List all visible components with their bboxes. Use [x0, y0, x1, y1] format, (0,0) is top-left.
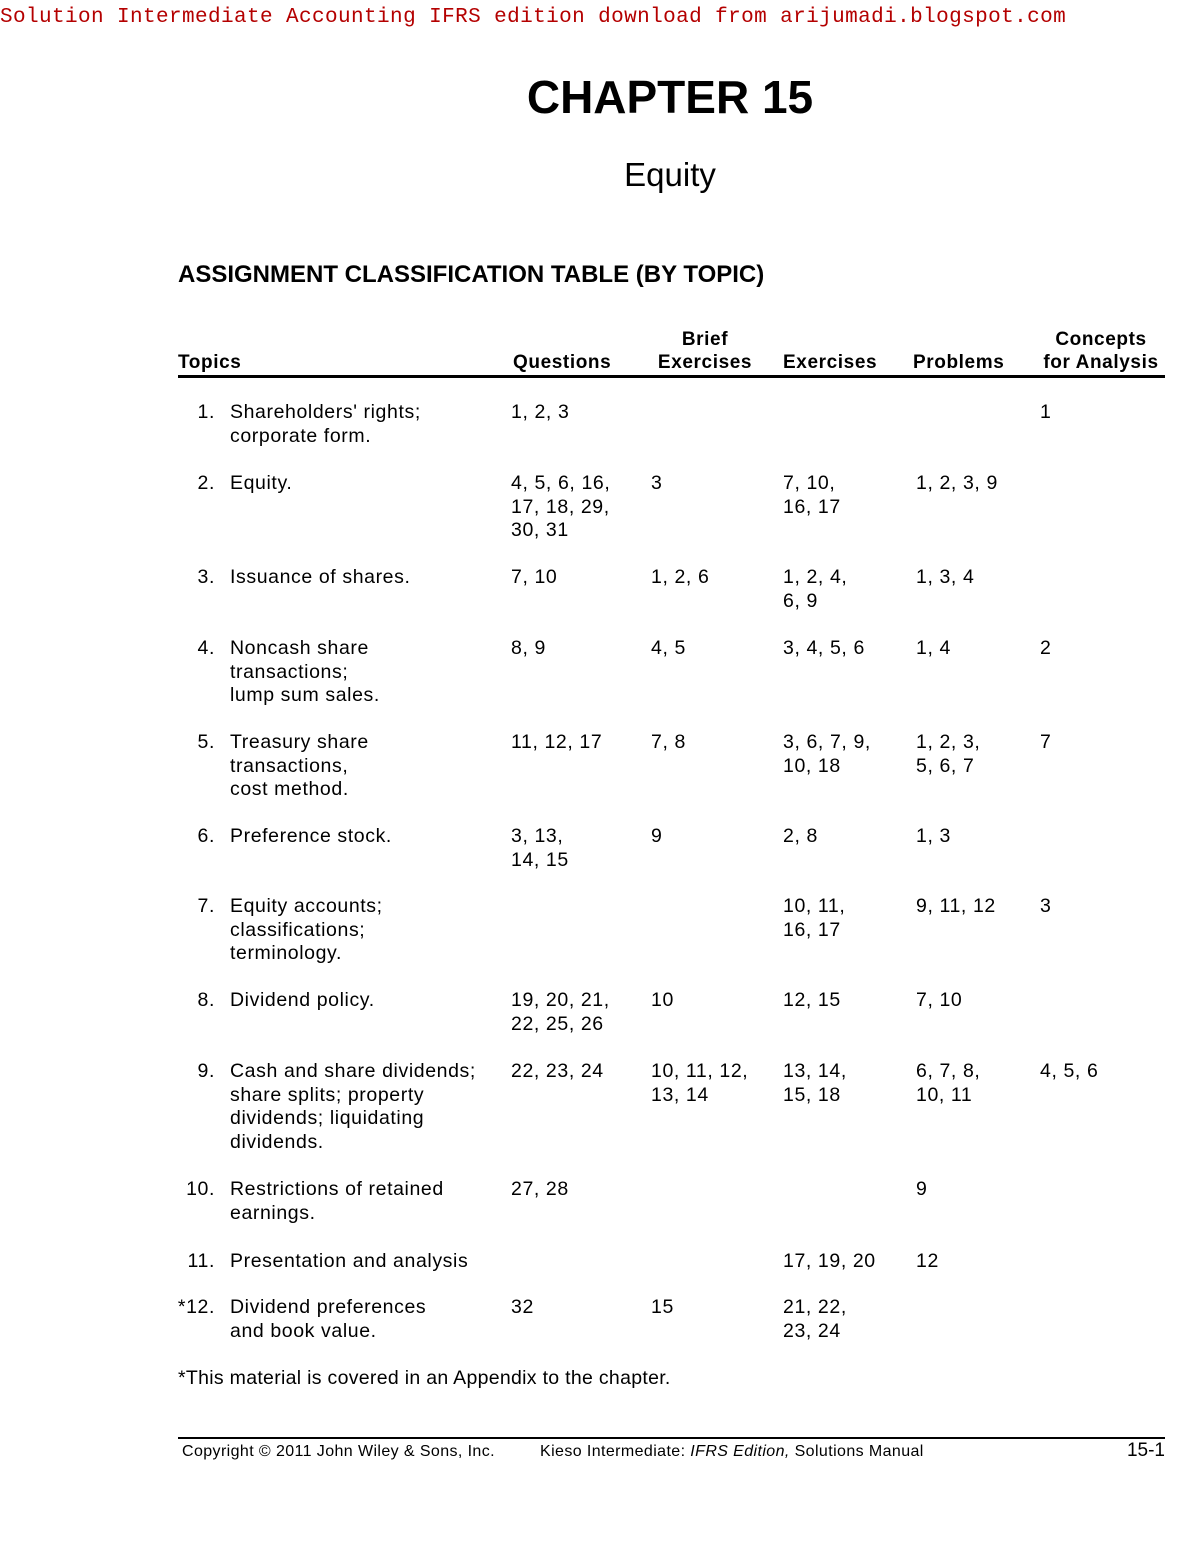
watermark-text: Solution Intermediate Accounting IFRS edition download from arijumadi.blogspot.com	[0, 6, 1067, 29]
cell-questions: 1, 2, 3	[511, 401, 570, 423]
cell-topic: Presentation and analysis	[230, 1250, 469, 1272]
row-number: 3.	[197, 566, 215, 588]
cell-problems: 6, 7, 8, 10, 11	[916, 1060, 981, 1106]
row-number: 2.	[197, 472, 215, 494]
cell-brief-exercises: 15	[651, 1296, 674, 1318]
footer-manual-title	[540, 1443, 924, 1461]
cell-exercises: 7, 10, 16, 17	[783, 472, 841, 518]
page-number: 15-1	[1126, 1440, 1165, 1461]
cell-questions: 7, 10	[511, 566, 558, 588]
row-number: *12.	[177, 1296, 215, 1318]
cell-exercises: 2, 8	[783, 825, 818, 847]
cell-questions: 11, 12, 17	[511, 731, 603, 753]
cell-exercises: 13, 14, 15, 18	[783, 1060, 847, 1106]
cell-questions: 4, 5, 6, 16, 17, 18, 29, 30, 31	[511, 472, 611, 541]
cell-topic: Restrictions of retained earnings.	[230, 1178, 444, 1224]
cell-problems: 9	[916, 1178, 928, 1200]
cell-concepts: 4, 5, 6	[1040, 1060, 1099, 1082]
cell-problems: 1, 3, 4	[916, 566, 975, 588]
footer-copyright: Copyright © 2011 John Wiley & Sons, Inc.	[182, 1443, 495, 1460]
row-number: 8.	[197, 989, 215, 1011]
header-underline	[178, 375, 1165, 378]
row-number: 11.	[187, 1250, 215, 1272]
chapter-subtitle: Equity	[624, 156, 716, 193]
header-brief-exercises: Brief Exercises	[657, 329, 753, 373]
cell-exercises: 12, 15	[783, 989, 841, 1011]
cell-questions: 22, 23, 24	[511, 1060, 604, 1082]
header-exercises: Exercises	[783, 352, 878, 373]
footer-rule	[178, 1437, 1165, 1439]
cell-brief-exercises: 3	[651, 472, 663, 494]
cell-questions: 27, 28	[511, 1178, 569, 1200]
cell-topic: Issuance of shares.	[230, 566, 411, 588]
cell-problems: 1, 2, 3, 9	[916, 472, 998, 494]
cell-topic: Treasury share transactions, cost method.	[230, 731, 369, 800]
cell-questions: 32	[511, 1296, 534, 1318]
cell-exercises: 17, 19, 20	[783, 1250, 876, 1272]
row-number: 5.	[197, 731, 215, 753]
header-questions: Questions	[513, 352, 612, 373]
cell-exercises: 1, 2, 4, 6, 9	[783, 566, 848, 612]
header-topics: Topics	[178, 352, 242, 373]
cell-questions: 8, 9	[511, 637, 546, 659]
cell-exercises: 10, 11, 16, 17	[783, 895, 846, 941]
cell-topic: Shareholders' rights; corporate form.	[230, 401, 421, 447]
cell-concepts: 1	[1040, 401, 1052, 423]
cell-exercises: 21, 22, 23, 24	[783, 1296, 847, 1342]
cell-topic: Cash and share dividends; share splits; property dividends; liquidating dividends.	[230, 1060, 476, 1153]
cell-problems: 1, 4	[916, 637, 951, 659]
cell-problems: 9, 11, 12	[916, 895, 996, 917]
cell-topic: Equity accounts; classifications; terminology.	[230, 895, 383, 964]
cell-exercises: 3, 4, 5, 6	[783, 637, 865, 659]
cell-brief-exercises: 7, 8	[651, 731, 686, 753]
row-number: 9.	[197, 1060, 215, 1082]
cell-topic: Dividend policy.	[230, 989, 375, 1011]
row-number: 4.	[197, 637, 215, 659]
cell-brief-exercises: 10, 11, 12, 13, 14	[651, 1060, 749, 1106]
row-number: 7.	[197, 895, 215, 917]
appendix-footnote: *This material is covered in an Appendix to the chapter.	[178, 1367, 671, 1389]
cell-topic: Preference stock.	[230, 825, 392, 847]
cell-brief-exercises: 10	[651, 989, 674, 1011]
cell-questions: 3, 13, 14, 15	[511, 825, 569, 871]
cell-topic: Equity.	[230, 472, 293, 494]
cell-brief-exercises: 1, 2, 6	[651, 566, 710, 588]
cell-topic: Noncash share transactions; lump sum sales.	[230, 637, 380, 706]
footer-manual-italic: IFRS Edition,	[690, 1443, 790, 1460]
cell-brief-exercises: 4, 5	[651, 637, 686, 659]
header-concepts-for-analysis: Concepts for Analysis	[1043, 329, 1159, 373]
header-problems: Problems	[913, 352, 1005, 373]
cell-concepts: 7	[1040, 731, 1052, 753]
cell-problems: 12	[916, 1250, 939, 1272]
row-number: 10.	[186, 1178, 215, 1200]
footer-manual-prefix: Kieso Intermediate:	[540, 1443, 691, 1460]
footer-manual-suffix: Solutions Manual	[789, 1443, 924, 1460]
cell-concepts: 3	[1040, 895, 1052, 917]
chapter-title: CHAPTER 15	[526, 71, 814, 123]
row-number: 1.	[197, 401, 215, 423]
section-heading: ASSIGNMENT CLASSIFICATION TABLE (BY TOPIC)	[178, 261, 765, 288]
cell-brief-exercises: 9	[651, 825, 663, 847]
cell-topic: Dividend preferences and book value.	[230, 1296, 427, 1342]
cell-problems: 1, 3	[916, 825, 951, 847]
cell-exercises: 3, 6, 7, 9, 10, 18	[783, 731, 871, 777]
cell-questions: 19, 20, 21, 22, 25, 26	[511, 989, 610, 1035]
cell-problems: 7, 10	[916, 989, 963, 1011]
cell-concepts: 2	[1040, 637, 1052, 659]
row-number: 6.	[197, 825, 215, 847]
cell-problems: 1, 2, 3, 5, 6, 7	[916, 731, 981, 777]
